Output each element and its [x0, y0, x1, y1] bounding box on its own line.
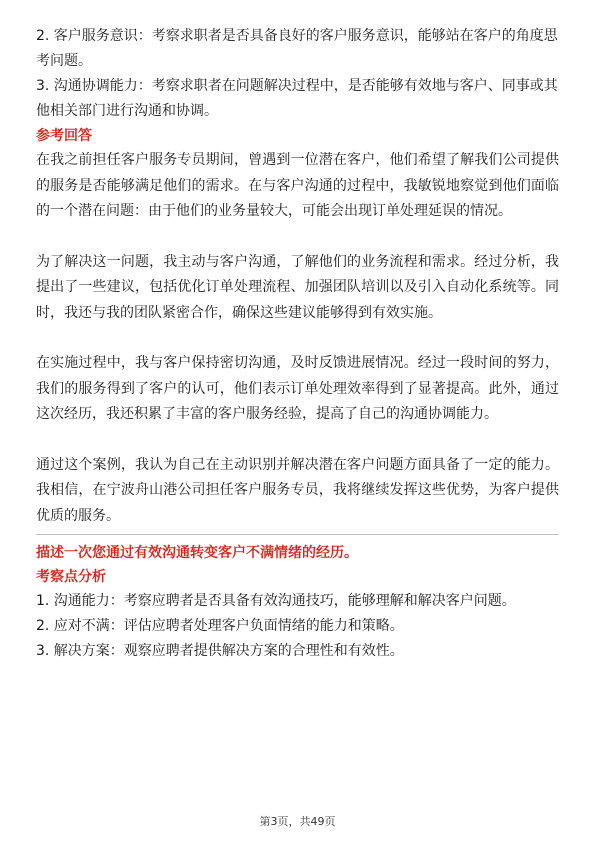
document-page — [36, 24, 559, 664]
analysis-item: 3. 解决方案：观察应聘者提供解决方案的合理性和有效性。 — [36, 643, 404, 659]
criterion-item: 2. 客户服务意识：考察求职者是否具备良好的客户服务意识，能够站在客户的角度思考问题。 — [36, 28, 558, 69]
section-divider — [36, 534, 559, 535]
analysis-item: 1. 沟通能力：考察应聘者是否具备有效沟通技巧，能够理解和解决客户问题。 — [36, 593, 516, 609]
page-number: 第3页，共49页 — [259, 815, 336, 828]
question-title: 描述一次您通过有效沟通转变客户不满情绪的经历。 — [36, 545, 358, 561]
answer-paragraph: 通过这个案例，我认为自己在主动识别并解决潜在客户问题方面具备了一定的能力。我相信，在宁波舟山港公司担任客户服务专员，我将继续发挥这些优势，为客户提供优质的服务。 — [36, 456, 559, 524]
paragraph-gap — [36, 326, 559, 351]
answer-paragraph: 在实施过程中，我与客户保持密切沟通，及时反馈进展情况。经过一段时间的努力，我们的服务得到了客户的认可，他们表示订单处理效率得到了显著提高。此外，通过这次经历，我还积累了丰富的客户服务经验，提高了自己的沟通协调能力。 — [36, 355, 559, 422]
answer-heading: 参考回答 — [36, 128, 92, 144]
answer-paragraph: 在我之前担任客户服务专员期间，曾遇到一位潜在客户，他们希望了解我们公司提供的服务是否能够满足他们的需求。在与客户沟通的过程中，我敏锐地察觉到他们面临的一个潜在问题：由于他们的业务量较大，可能会出现订单处理延误的情况。 — [36, 152, 559, 219]
analysis-heading: 考察点分析 — [36, 569, 106, 585]
answer-paragraph: 为了解决这一问题，我主动与客户沟通，了解他们的业务流程和需求。经过分析，我提出了一些建议，包括优化订单处理流程、加强团队培训以及引入自动化系统等。同时，我还与我的团队紧密合作，确保这些建议能够得到有效实施。 — [36, 253, 559, 321]
paragraph-gap — [36, 428, 559, 453]
criterion-item: 3. 沟通协调能力：考察求职者在问题解决过程中，是否能够有效地与客户、同事或其他相关部门进行沟通和协调。 — [36, 78, 558, 119]
paragraph-gap — [36, 225, 559, 250]
analysis-item: 2. 应对不满：评估应聘者处理客户负面情绪的能力和策略。 — [36, 618, 404, 634]
